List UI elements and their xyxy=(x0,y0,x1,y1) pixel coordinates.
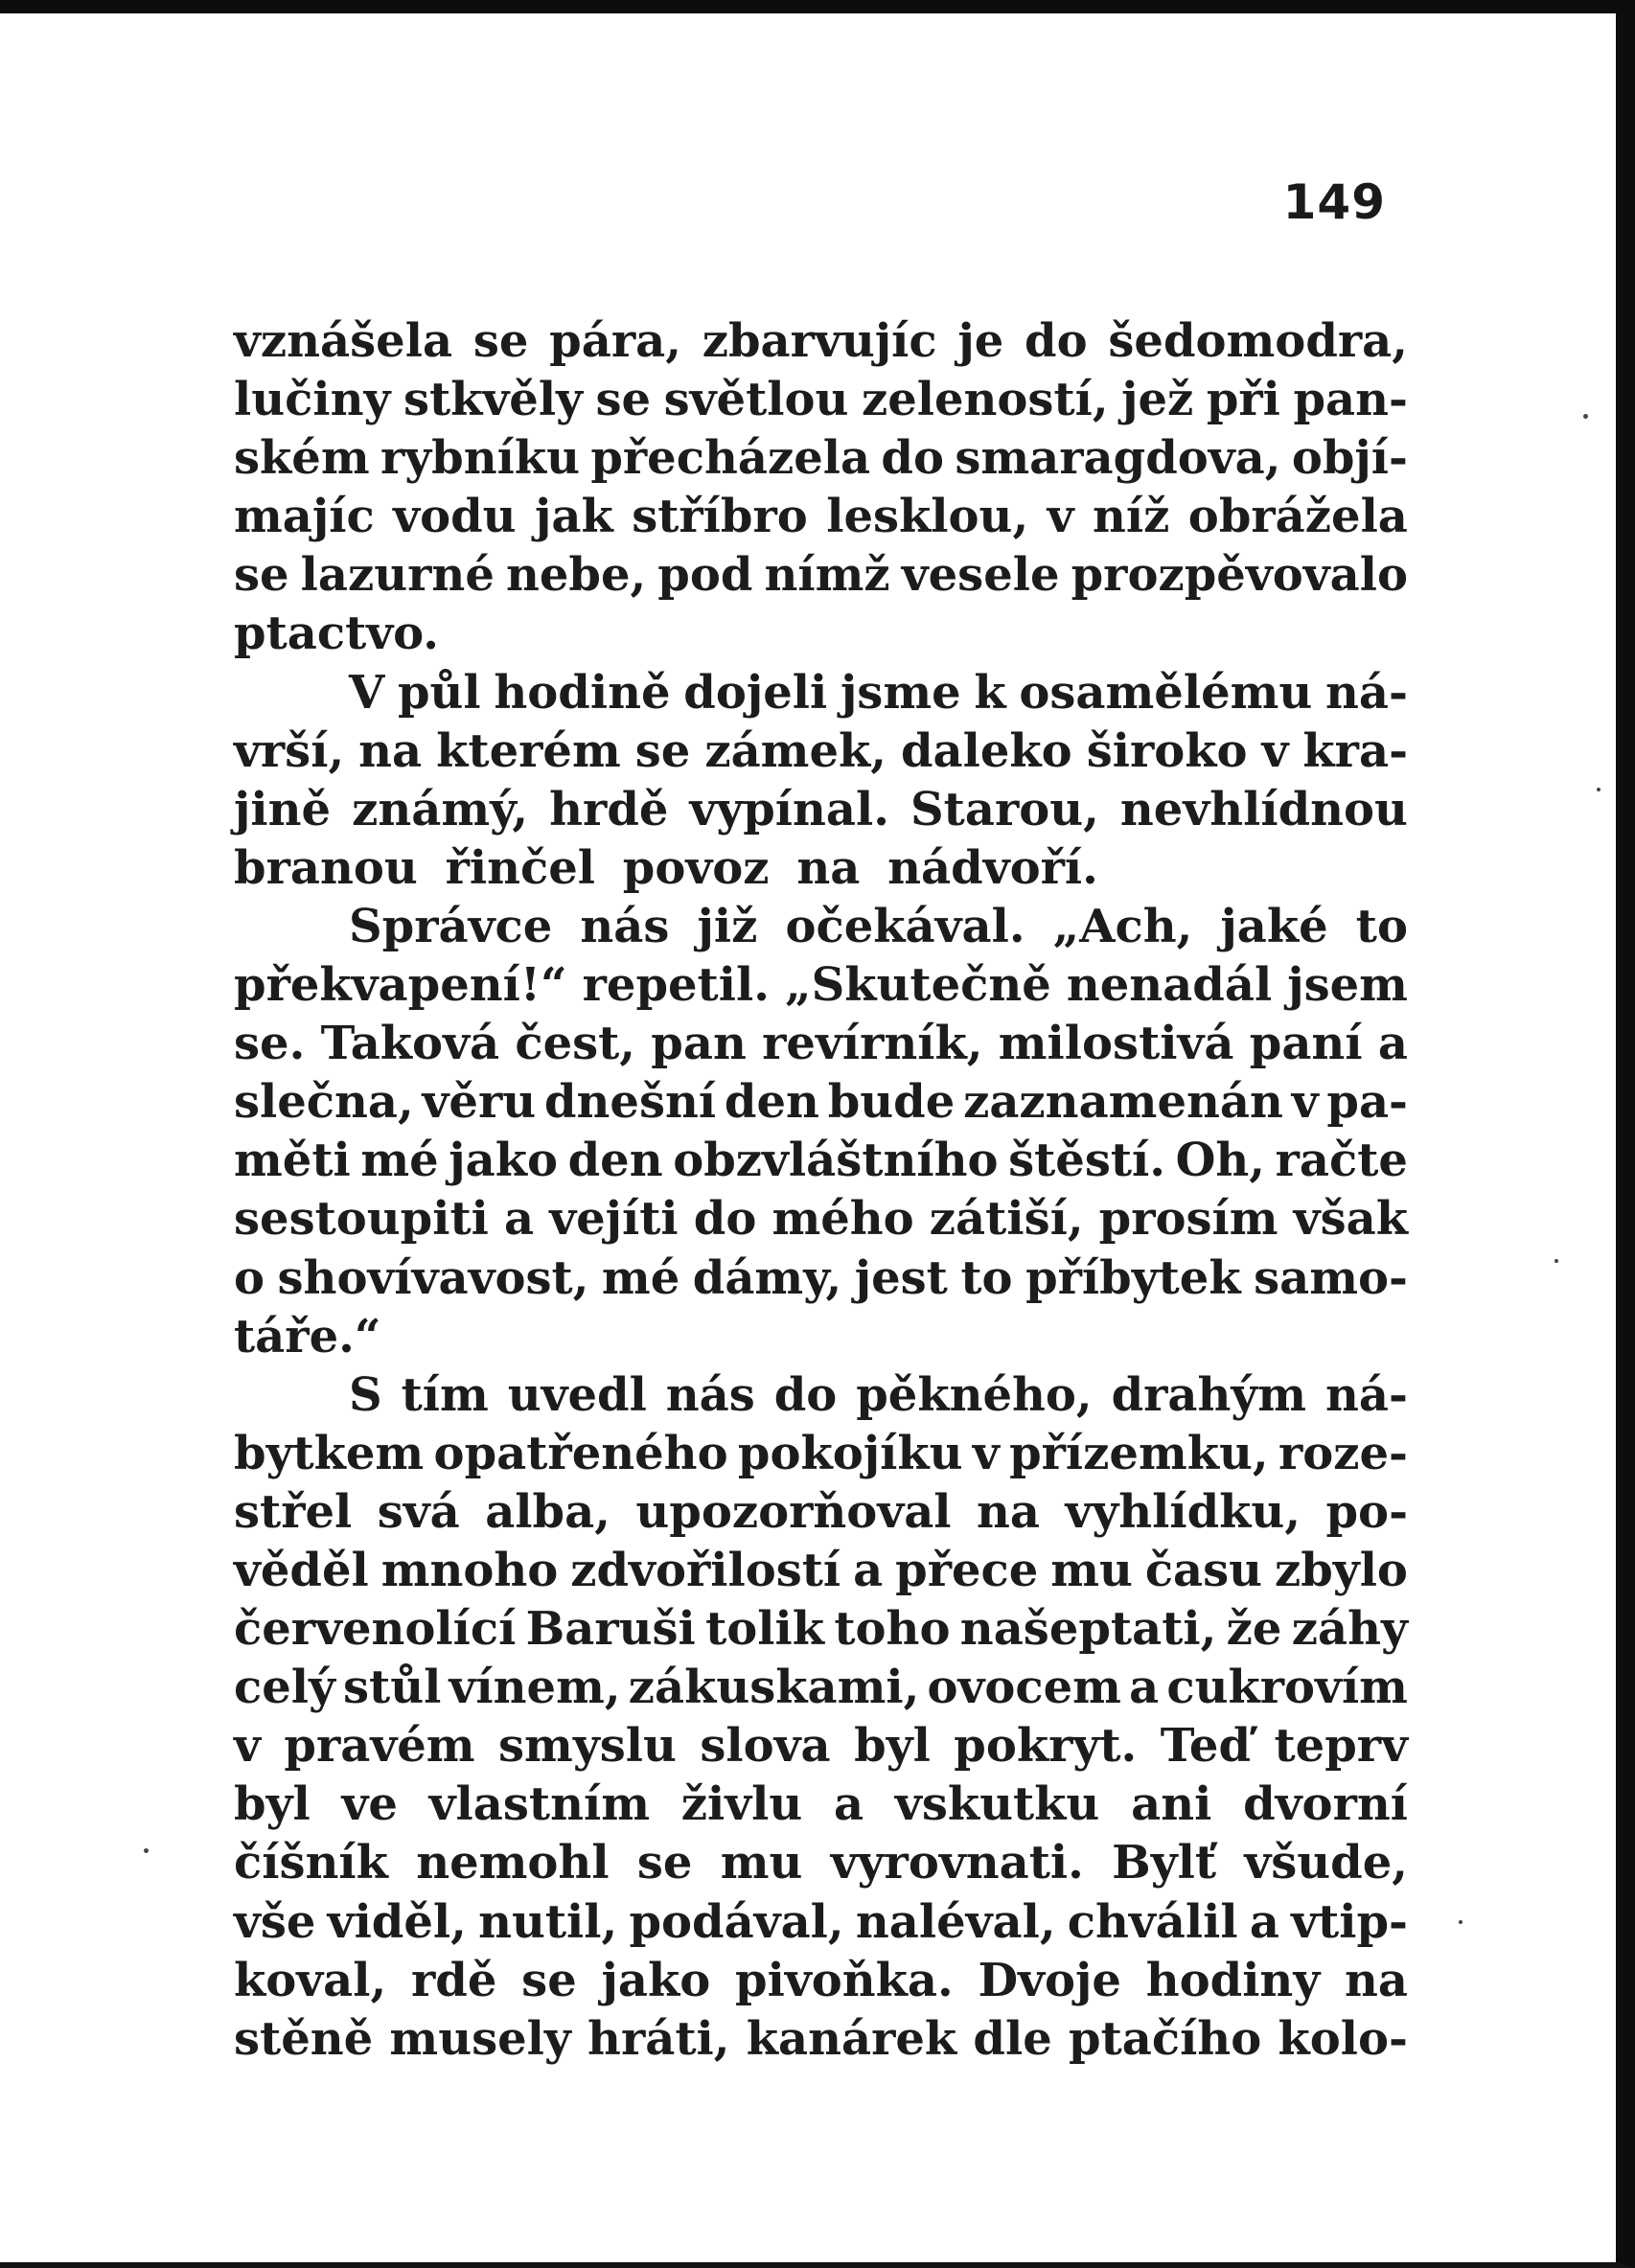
word: přecházela xyxy=(590,431,871,486)
word: hodiny xyxy=(1145,1953,1321,2007)
word: tím xyxy=(401,1367,489,1422)
word: rdě xyxy=(411,1953,497,2007)
text-line xyxy=(234,1600,1408,1659)
text-line xyxy=(234,898,1408,956)
word: hráti, xyxy=(587,2011,730,2066)
word: kterém xyxy=(436,723,621,778)
word: věděl xyxy=(234,1543,369,1597)
word: vznášela xyxy=(234,314,453,368)
word: dvorní xyxy=(1243,1777,1408,1832)
word: jak xyxy=(535,490,613,544)
word: rybníku xyxy=(380,431,580,486)
scan-speck xyxy=(1583,414,1588,419)
word: Oh, xyxy=(1175,1134,1265,1188)
word: nímž xyxy=(764,548,890,603)
word: zeleností, xyxy=(861,373,1109,427)
word: a xyxy=(1129,1661,1160,1715)
scan-speck xyxy=(1459,1920,1462,1924)
word: ovocem xyxy=(927,1661,1121,1715)
word: S xyxy=(349,1367,382,1422)
word: branou xyxy=(234,840,418,895)
word: na xyxy=(358,723,423,778)
word: jině xyxy=(234,782,332,836)
text-line xyxy=(234,1366,1408,1425)
word: povoz xyxy=(622,840,770,895)
word: se. xyxy=(234,1017,306,1071)
text-line xyxy=(234,429,1408,488)
word: pokryt. xyxy=(954,1719,1138,1774)
word: pivoňka. xyxy=(735,1953,954,2007)
word: se xyxy=(634,723,691,778)
word: to xyxy=(1355,899,1408,953)
word: široko xyxy=(1086,723,1248,778)
word: nás xyxy=(580,899,670,953)
text-line xyxy=(234,1483,1408,1542)
text-line xyxy=(234,664,1408,722)
word: den xyxy=(724,1075,819,1130)
word: vlastním xyxy=(428,1777,650,1832)
word: nutil, xyxy=(478,1894,618,1949)
word: štěstí. xyxy=(1008,1134,1165,1188)
word: nebe, xyxy=(505,548,647,603)
text-line xyxy=(234,1425,1408,1483)
word: jest xyxy=(854,1250,948,1305)
word: jako xyxy=(449,1134,558,1188)
word: objí- xyxy=(1291,431,1408,486)
word: nás xyxy=(665,1367,755,1422)
word: a xyxy=(503,1192,535,1247)
word: měti xyxy=(234,1134,351,1188)
word: řinčel xyxy=(445,840,595,895)
word: číšník xyxy=(234,1836,388,1890)
word: chválil xyxy=(1067,1894,1238,1949)
word: bude xyxy=(827,1075,956,1130)
word: revírník, xyxy=(762,1017,983,1071)
word: živlu xyxy=(680,1777,803,1832)
word: se xyxy=(595,373,652,427)
word: toho xyxy=(834,1602,951,1657)
word: Bylť xyxy=(1112,1836,1217,1890)
text-line xyxy=(234,1308,1408,1366)
word: pan xyxy=(651,1017,747,1071)
word: se xyxy=(472,314,529,368)
text-line xyxy=(234,1132,1408,1190)
word: červenolící xyxy=(234,1602,517,1657)
word: času xyxy=(1144,1543,1263,1597)
word: ptačího xyxy=(1069,2011,1262,2066)
word: zátiší, xyxy=(929,1192,1084,1247)
text-line xyxy=(234,605,1408,663)
word: jsem xyxy=(1287,958,1408,1013)
word: v xyxy=(1291,1075,1319,1130)
word: ském xyxy=(234,431,370,486)
text-line xyxy=(234,781,1408,839)
word: prosím xyxy=(1098,1192,1278,1247)
word: alba, xyxy=(485,1484,610,1539)
word: V xyxy=(349,665,385,720)
word: Teď xyxy=(1160,1719,1251,1774)
word: dle xyxy=(973,2011,1052,2066)
word: „Ach, xyxy=(1052,899,1193,953)
word: mé xyxy=(601,1250,680,1305)
word: mého xyxy=(771,1192,914,1247)
word: na xyxy=(796,840,861,895)
word: zákuskami, xyxy=(628,1661,920,1715)
word: zbarvujíc xyxy=(702,314,937,368)
word: mu xyxy=(720,1836,803,1890)
word: prozpěvovalo xyxy=(1071,548,1408,603)
word: svá xyxy=(377,1484,460,1539)
word: na xyxy=(1345,1953,1408,2007)
word: vesele xyxy=(901,548,1060,603)
word: milostivá xyxy=(998,1017,1234,1071)
word: zbylo xyxy=(1274,1543,1408,1597)
body-text xyxy=(234,312,1408,2069)
word: a xyxy=(834,1777,864,1832)
word: v xyxy=(1261,723,1289,778)
word: známý, xyxy=(352,782,529,836)
text-line xyxy=(234,1893,1408,1952)
word: shovívavost, xyxy=(277,1250,589,1305)
word: obzvláštního xyxy=(673,1134,999,1188)
word: mnoho xyxy=(380,1543,559,1597)
word: se xyxy=(234,548,289,603)
word: opatřeného xyxy=(433,1426,728,1480)
text-line xyxy=(234,1834,1408,1892)
word: paní xyxy=(1249,1017,1363,1071)
word: pa- xyxy=(1326,1075,1408,1130)
word: půl xyxy=(397,665,481,720)
text-line xyxy=(234,1190,1408,1249)
word: repetil. xyxy=(582,958,770,1013)
word: očekával. xyxy=(785,899,1025,953)
word: bytkem xyxy=(234,1426,425,1480)
text-line xyxy=(234,839,1408,898)
word: dámy, xyxy=(692,1250,842,1305)
word: vyrovnati. xyxy=(830,1836,1084,1890)
word: byl xyxy=(234,1777,311,1832)
word: se xyxy=(521,1953,577,2007)
page-number: 149 xyxy=(1282,174,1386,230)
word: příbytek xyxy=(1025,1250,1241,1305)
word: slova xyxy=(700,1719,831,1774)
text-line xyxy=(234,488,1408,546)
word: naléval, xyxy=(855,1894,1056,1949)
scan-speck xyxy=(144,1848,149,1853)
word: do xyxy=(1025,314,1088,368)
word: ve xyxy=(341,1777,398,1832)
text-line xyxy=(234,2010,1408,2069)
word: táře.“ xyxy=(234,1309,381,1363)
word: po- xyxy=(1325,1484,1408,1539)
word: v xyxy=(234,1719,261,1774)
word: lesklou, xyxy=(826,490,1029,544)
word: jsme xyxy=(840,665,961,720)
word: tolik xyxy=(705,1602,825,1657)
word: vskutku xyxy=(894,1777,1100,1832)
word: smaragdova, xyxy=(955,431,1281,486)
word: Starou, xyxy=(910,782,1099,836)
word: kolo- xyxy=(1278,2011,1408,2066)
word: jaké xyxy=(1220,899,1328,953)
word: viděl, xyxy=(327,1894,467,1949)
word: do xyxy=(773,1367,838,1422)
word: uvedl xyxy=(507,1367,647,1422)
word: níž xyxy=(1092,490,1170,544)
text-line xyxy=(234,956,1408,1015)
word: mé xyxy=(360,1134,439,1188)
word: pokojíku xyxy=(737,1426,963,1480)
text-line xyxy=(234,722,1408,781)
word: přece xyxy=(895,1543,1039,1597)
text-line xyxy=(234,546,1408,605)
word: a xyxy=(1249,1894,1279,1949)
word: to xyxy=(960,1250,1013,1305)
word: teprv xyxy=(1274,1719,1408,1774)
word: vtip- xyxy=(1291,1894,1408,1949)
word: o xyxy=(234,1250,265,1305)
word: ná- xyxy=(1325,1367,1408,1422)
word: ptactvo. xyxy=(234,607,440,661)
word: ná- xyxy=(1325,665,1408,720)
word: se xyxy=(636,1836,693,1890)
word: v xyxy=(1047,490,1074,544)
word: jež xyxy=(1121,373,1194,427)
word: vodu xyxy=(393,490,517,544)
word: račte xyxy=(1275,1134,1408,1188)
word: zdvořilostí xyxy=(570,1543,841,1597)
text-line xyxy=(234,1015,1408,1073)
word: na xyxy=(977,1484,1040,1539)
word: vejíti xyxy=(549,1192,679,1247)
word: jako xyxy=(601,1953,711,2007)
text-line xyxy=(234,1249,1408,1308)
word: smyslu xyxy=(498,1719,677,1774)
word: vše xyxy=(234,1894,316,1949)
word: celý xyxy=(234,1661,335,1715)
word: všude, xyxy=(1244,1836,1408,1890)
word: přízemku, xyxy=(1009,1426,1269,1480)
word: šedomodra, xyxy=(1108,314,1408,368)
word: den xyxy=(567,1134,663,1188)
word: pan- xyxy=(1293,373,1408,427)
word: obrážela xyxy=(1187,490,1408,544)
word: daleko xyxy=(900,723,1072,778)
word: vyhlídku, xyxy=(1065,1484,1301,1539)
word: zámek, xyxy=(704,723,887,778)
word: upozorňoval xyxy=(635,1484,952,1539)
word: ani xyxy=(1131,1777,1212,1832)
scan-speck xyxy=(1554,1259,1558,1263)
word: vrší, xyxy=(234,723,345,778)
word: dojeli xyxy=(683,665,828,720)
word: samo- xyxy=(1254,1250,1408,1305)
word: pravém xyxy=(284,1719,475,1774)
word: byl xyxy=(854,1719,931,1774)
word: při xyxy=(1206,373,1280,427)
word: pára, xyxy=(549,314,681,368)
word: zaznamenán xyxy=(963,1075,1283,1130)
text-line xyxy=(234,1073,1408,1132)
text-line xyxy=(234,1717,1408,1775)
word: lučiny xyxy=(234,373,391,427)
word: nádvoří. xyxy=(887,840,1098,895)
text-line xyxy=(234,1775,1408,1834)
word: Správce xyxy=(349,899,553,953)
word: hrdě xyxy=(549,782,669,836)
text-line xyxy=(234,1952,1408,2010)
word: hodině xyxy=(494,665,671,720)
word: drahým xyxy=(1111,1367,1307,1422)
word: mu xyxy=(1050,1543,1133,1597)
word: „Skutečně xyxy=(784,958,1051,1013)
word: kra- xyxy=(1302,723,1408,778)
text-line xyxy=(234,1542,1408,1600)
word: je xyxy=(957,314,1004,368)
word: vínem, xyxy=(449,1661,621,1715)
word: cukrovím xyxy=(1166,1661,1408,1715)
word: majíc xyxy=(234,490,375,544)
word: však xyxy=(1293,1192,1408,1247)
word: k xyxy=(974,665,1006,720)
text-line xyxy=(234,371,1408,429)
word: nemohl xyxy=(416,1836,610,1890)
word: pod xyxy=(657,548,753,603)
word: sestoupiti xyxy=(234,1192,489,1247)
word: Baruši xyxy=(525,1602,696,1657)
word: vypínal. xyxy=(689,782,889,836)
word: lazurné xyxy=(300,548,495,603)
word: stříbro xyxy=(632,490,808,544)
word: stůl xyxy=(343,1661,442,1715)
word: již xyxy=(697,899,758,953)
word: věru xyxy=(422,1075,537,1130)
word: světlou xyxy=(663,373,849,427)
text-line xyxy=(234,312,1408,371)
word: koval, xyxy=(234,1953,387,2007)
word: do xyxy=(881,431,944,486)
word: stěně xyxy=(234,2011,374,2066)
word: v xyxy=(972,1426,1000,1480)
text-line xyxy=(234,1659,1408,1717)
word: roze- xyxy=(1278,1426,1408,1480)
word: kanárek xyxy=(746,2011,957,2066)
word: osamělému xyxy=(1019,665,1313,720)
scan-speck xyxy=(1597,788,1600,791)
word: a xyxy=(853,1543,884,1597)
word: musely xyxy=(389,2011,571,2066)
word: podával, xyxy=(629,1894,844,1949)
word: a xyxy=(1377,1017,1408,1071)
word: že xyxy=(1226,1602,1282,1657)
word: do xyxy=(693,1192,757,1247)
word: záhy xyxy=(1291,1602,1408,1657)
word: nenadál xyxy=(1066,958,1273,1013)
word: nevhlídnou xyxy=(1119,782,1408,836)
word: střel xyxy=(234,1484,353,1539)
word: čest, xyxy=(515,1017,636,1071)
word: překvapení!“ xyxy=(234,958,567,1013)
word: pěkného, xyxy=(856,1367,1093,1422)
word: dnešní xyxy=(543,1075,717,1130)
word: stkvěly xyxy=(403,373,583,427)
word: našeptati, xyxy=(959,1602,1217,1657)
word: Dvoje xyxy=(978,1953,1121,2007)
word: slečna, xyxy=(234,1075,414,1130)
word: Taková xyxy=(320,1017,500,1071)
